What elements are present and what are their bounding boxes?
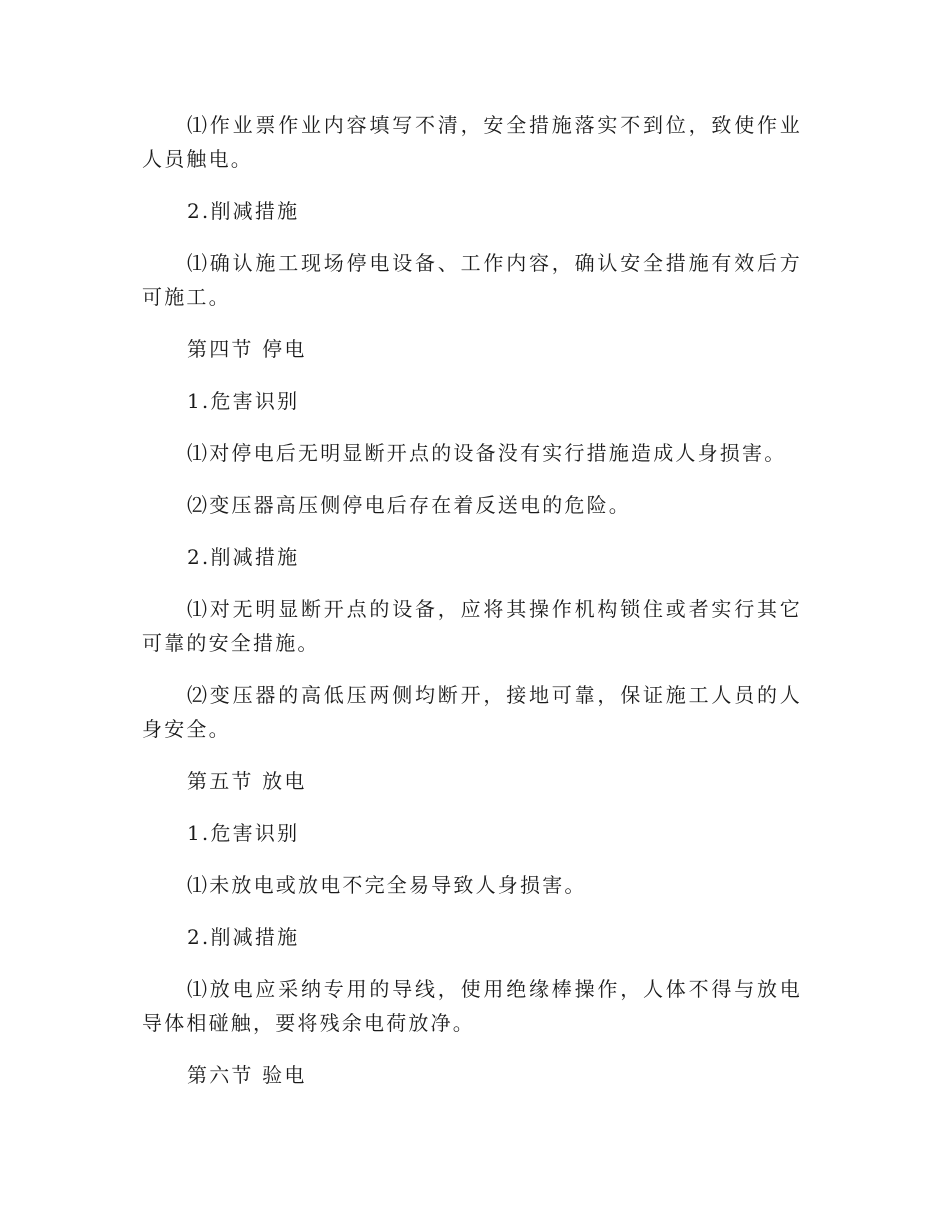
section-heading-power-off: 第四节 停电	[187, 337, 307, 361]
paragraph-transformer-disconnect: ⑵变压器的高低压两侧均断开，接地可靠，保证施工人员的人身安全。	[142, 683, 802, 741]
heading-hazard-identification: 1.危害识别	[187, 821, 300, 845]
paragraph-lock-mechanism: ⑴对无明显断开点的设备，应将其操作机构锁住或者实行其它可靠的安全措施。	[142, 597, 802, 655]
section-heading-discharge: 第五节 放电	[187, 769, 307, 793]
heading-mitigation-measures: 2.削减措施	[187, 545, 300, 569]
heading-mitigation-measures: 2.削减措施	[187, 925, 300, 949]
paragraph-confirm-site: ⑴确认施工现场停电设备、工作内容，确认安全措施有效后方可施工。	[142, 251, 802, 309]
paragraph-discharge-hazard: ⑴未放电或放电不完全易导致人身损害。	[187, 873, 587, 897]
heading-mitigation-measures: 2.削减措施	[187, 199, 300, 223]
section-heading-voltage-test: 第六节 验电	[187, 1063, 307, 1087]
paragraph-no-break-point-hazard: ⑴对停电后无明显断开点的设备没有实行措施造成人身损害。	[187, 441, 787, 465]
heading-hazard-identification: 1.危害识别	[187, 389, 300, 413]
paragraph-work-ticket-hazard: ⑴作业票作业内容填写不清，安全措施落实不到位，致使作业人员触电。	[142, 113, 802, 171]
paragraph-discharge-procedure: ⑴放电应采纳专用的导线，使用绝缘棒操作，人体不得与放电导体相碰触，要将残余电荷放净。	[142, 977, 802, 1035]
paragraph-backfeed-hazard: ⑵变压器高压侧停电后存在着反送电的危险。	[187, 493, 631, 517]
document-body	[142, 108, 802, 1110]
